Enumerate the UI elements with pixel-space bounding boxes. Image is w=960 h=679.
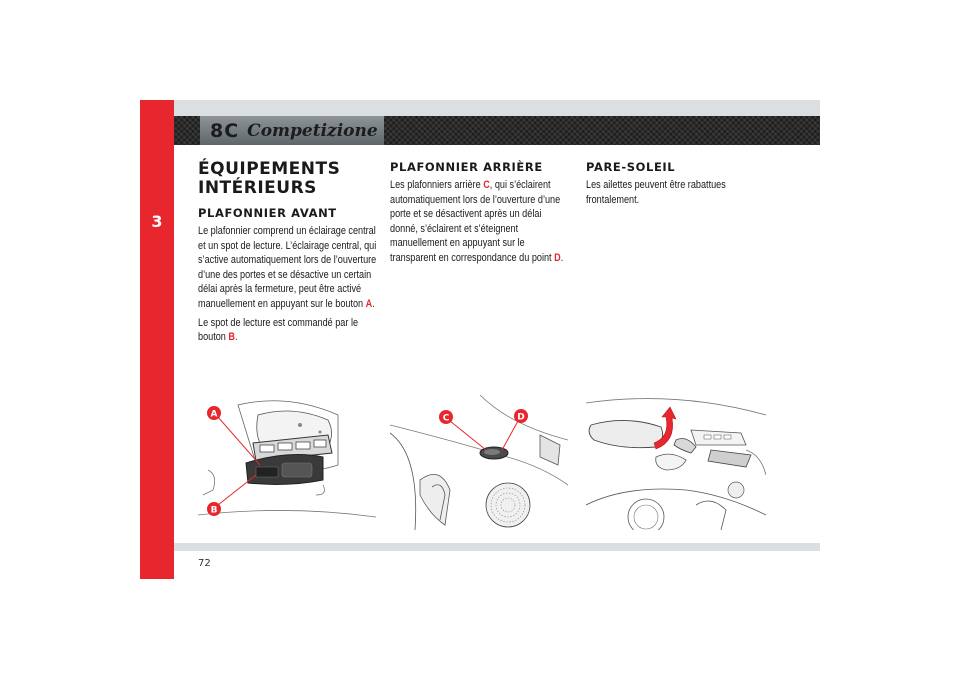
paragraph-front-light-2 (198, 316, 378, 345)
figure-front-ceiling-light (198, 395, 376, 530)
column-sun-visor (586, 160, 766, 211)
ref-c: C (483, 179, 490, 191)
paragraph-text: Le spot de lecture est commandé par le bouton (198, 316, 359, 344)
callout-b-label: B (210, 505, 218, 516)
logo-mark: 8C (210, 119, 240, 142)
paragraph-rear-light (390, 178, 570, 266)
column-rear-light (390, 160, 570, 270)
ref-a: A (365, 297, 373, 310)
callout-d-label: D (517, 412, 525, 423)
brand-logo (200, 116, 384, 145)
callout-b (207, 502, 221, 516)
paragraph-text: Le plafonnier comprend un éclairage central et un spot de lecture. L’éclairage central, qui s’active automatiquement lors de l’ouverture d’une des portes et se désactive un certain délai après la fermeture, peut être activé manuellement en appuyant sur le bouton (198, 225, 377, 310)
column-front-light (198, 160, 378, 349)
paragraph-end: . (560, 251, 564, 264)
chapter-number: 3 (151, 212, 163, 231)
bottom-grey-band (174, 543, 820, 551)
page-number: 72 (198, 558, 211, 569)
figure-rear-ceiling-light (390, 395, 568, 530)
paragraph-sun-visor: Les ailettes peuvent être rabattues frontalement. (586, 179, 726, 206)
paragraph-end: . (234, 331, 238, 344)
rear-ceiling-light-illustration (390, 395, 568, 530)
callout-a (207, 406, 221, 420)
figure-sun-visor (586, 395, 766, 530)
callout-c-label: C (442, 413, 450, 424)
chapter-tab (140, 100, 174, 579)
top-grey-band (174, 100, 820, 116)
section-title-front-light: PLAFONNIER AVANT (198, 206, 337, 220)
ref-d: D (554, 251, 561, 264)
paragraph-text: , qui s’éclairent automatiquement lors de l’ouverture d’une porte et se désactivent après un délai donné, s’éclairent et s’éteignent manuellement en appuyant sur le transparent en correspondance du point (390, 179, 561, 264)
section-title-rear-light: PLAFONNIER ARRIÈRE (390, 160, 543, 174)
sun-visor-illustration (586, 395, 766, 530)
callout-a-label: A (210, 409, 218, 420)
logo-script: Competizione (247, 120, 378, 141)
callout-c (439, 410, 453, 424)
paragraph-front-light-1 (198, 224, 378, 312)
ref-b: B (228, 331, 235, 344)
section-title-sun-visor: PARE-SOLEIL (586, 160, 676, 174)
front-ceiling-light-illustration (198, 395, 376, 530)
paragraph-text: Les plafonniers arrière (390, 179, 484, 191)
page-title: ÉQUIPEMENTS INTÉRIEURS (198, 159, 341, 198)
paragraph-end: . (372, 297, 375, 310)
callout-d (514, 409, 528, 423)
